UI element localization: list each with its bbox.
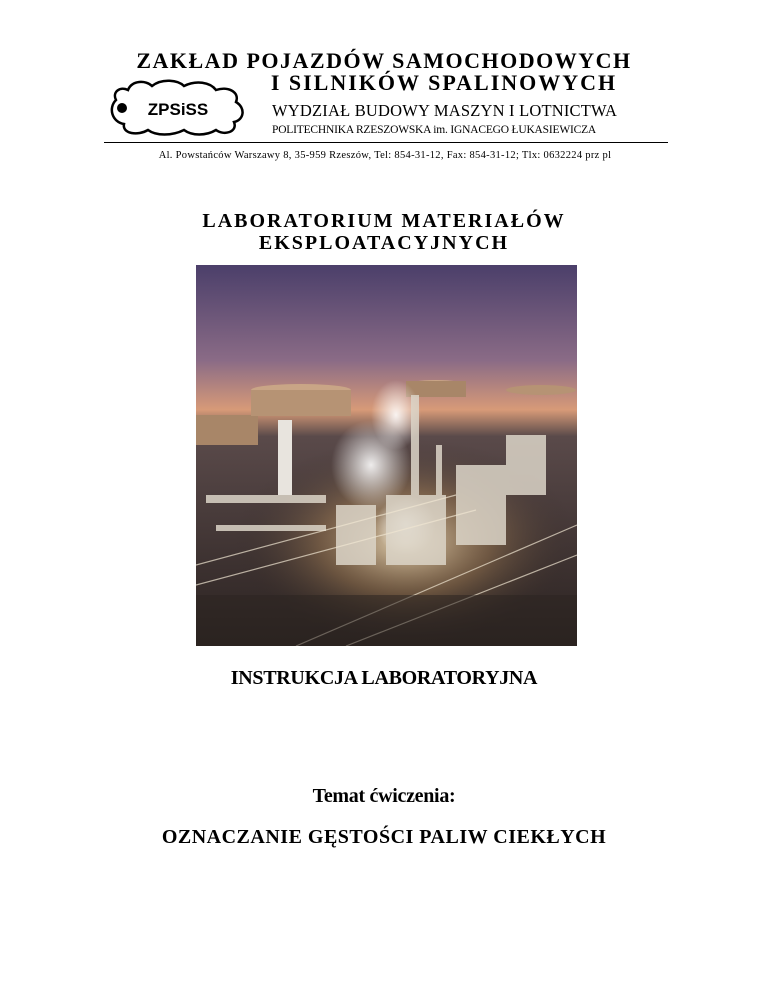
refinery-photo bbox=[196, 265, 577, 646]
logo-text: ZPSiSS bbox=[147, 100, 209, 119]
instruction-label: INSTRUKCJA LABORATORYJNA bbox=[230, 667, 538, 689]
zpsiss-logo bbox=[106, 78, 248, 136]
header-divider bbox=[104, 142, 668, 143]
topic-label: Temat ćwiczenia: bbox=[312, 785, 456, 807]
university-name: POLITECHNIKA RZESZOWSKA im. IGNACEGO ŁUKASIEWICZA bbox=[272, 124, 596, 136]
department-name-line2: I SILNIKÓW SPALINOWYCH bbox=[270, 70, 618, 95]
lab-title-line1: LABORATORIUM MATERIAŁÓW bbox=[202, 210, 566, 232]
topic-title: OZNACZANIE GĘSTOŚCI PALIW CIEKŁYCH bbox=[161, 826, 607, 848]
department-name-line1: ZAKŁAD POJAZDÓW SAMOCHODOWYCH bbox=[136, 48, 632, 73]
contact-address: Al. Powstańców Warszawy 8, 35-959 Rzeszów, Tel: 854-31-12, Fax: 854-31-12; Tlx: 0632224 prz pl bbox=[158, 150, 612, 161]
lab-title-line2: EKSPLOATACYJNYCH bbox=[258, 232, 510, 254]
faculty-name: WYDZIAŁ BUDOWY MASZYN I LOTNICTWA bbox=[272, 101, 618, 120]
